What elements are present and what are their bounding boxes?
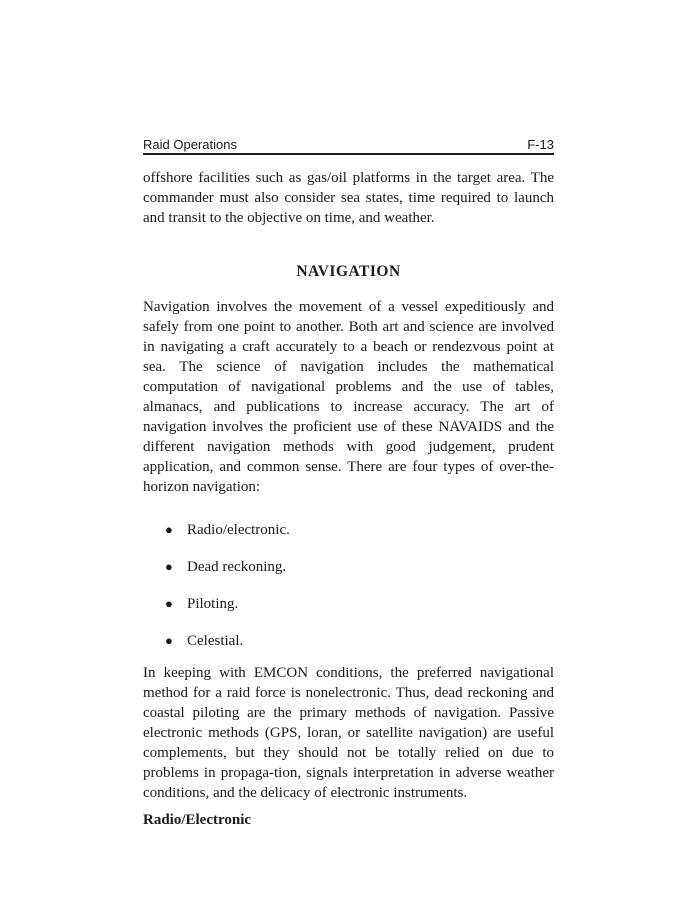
list-item (143, 557, 554, 577)
intro-paragraph: offshore facilities such as gas/oil platforms in the target area. The commander must also consider sea states, time required to launch and transit to the objective on time, and weather. (143, 170, 554, 226)
navigation-types-list (143, 520, 554, 651)
section-heading: NAVIGATION (296, 263, 401, 280)
header-page-number: F-13 (527, 137, 554, 152)
list-item (143, 594, 554, 614)
list-item (143, 631, 554, 651)
bullet-icon: ● (165, 559, 173, 574)
header-title: Raid Operations (143, 137, 237, 152)
subsection-heading: Radio/Electronic (143, 812, 252, 828)
page-content (143, 137, 554, 830)
list-item-text: Dead reckoning. (187, 559, 287, 575)
list-item-text: Piloting. (187, 596, 239, 612)
list-item (143, 520, 554, 540)
bullet-icon: ● (165, 522, 173, 537)
navigation-paragraph: Navigation involves the movement of a vessel expeditiously and safely from one point to another. Both art and science are involved in navigating a craft accurately to a beach or rendezvous point at sea. The science of navigation includes the mathematical computation of navigational problems and the use of tables, almanacs, and publications to increase accuracy. The art of navigation involves the proficient use of these NAVAIDS and the different navigation methods with good judgement, prudent application, and common sense. There are four types of over-the-horizon navigation: (143, 299, 554, 495)
page-header (143, 137, 554, 155)
bullet-icon: ● (165, 596, 173, 611)
list-item-text: Radio/electronic. (187, 522, 290, 538)
emcon-paragraph: In keeping with EMCON conditions, the preferred navigational method for a raid force is nonelectronic. Thus, dead reckoning and coastal piloting are the primary methods of navigation. Passive electronic methods (GPS, loran, or satellite navigation) are useful complements, but they should not be totally relied on due to problems in propaga-tion, signals interpretation in adverse weather conditions, and the delicacy of electronic instruments. (143, 665, 554, 801)
bullet-icon: ● (165, 633, 173, 648)
list-item-text: Celestial. (187, 633, 244, 649)
